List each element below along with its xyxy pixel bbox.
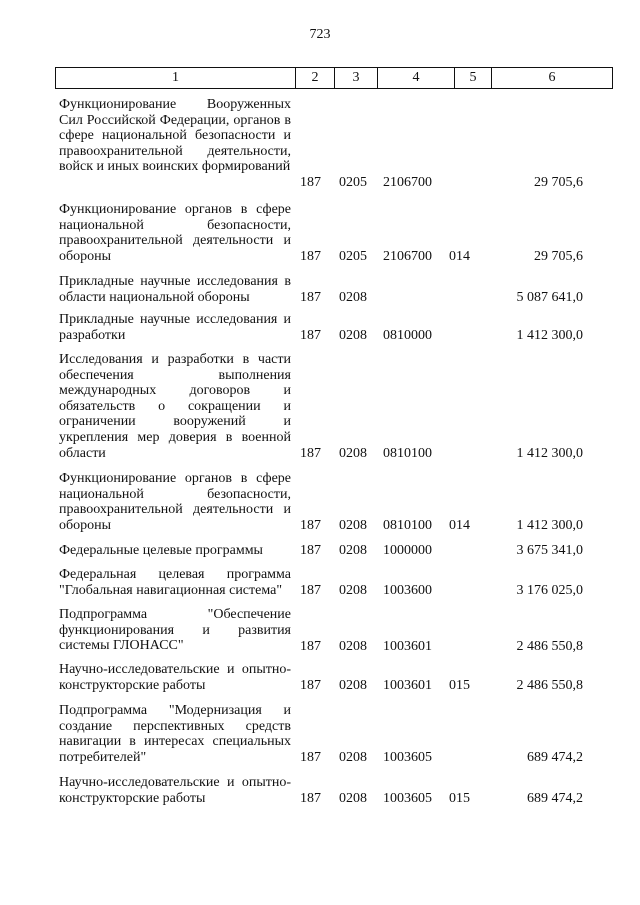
row-col-6: 29 705,6: [534, 175, 583, 190]
row-col-4: 0810100: [383, 518, 432, 533]
row-col-2: 187: [300, 678, 321, 693]
row-col-2: 187: [300, 249, 321, 264]
row-col-2: 187: [300, 543, 321, 558]
row-col-2: 187: [300, 446, 321, 461]
row-col-4: 1003601: [383, 639, 432, 654]
row-col-4: 2106700: [383, 249, 432, 264]
row-col-6: 5 087 641,0: [516, 290, 583, 305]
row-col-2: 187: [300, 583, 321, 598]
row-col-4: 1000000: [383, 543, 432, 558]
row-name: Функционирование Вооруженных Сил Российской Федерации, органов в сфере национальной безопасности и правоохранительной деятельности, войск и иных воинских формирований: [59, 97, 291, 175]
row-col-6: 2 486 550,8: [516, 639, 583, 654]
row-col-3: 0208: [339, 750, 367, 765]
row-col-2: 187: [300, 175, 321, 190]
header-col-3: 3: [335, 68, 378, 88]
row-col-3: 0208: [339, 328, 367, 343]
row-col-3: 0208: [339, 791, 367, 806]
row-name: Научно-исследовательские и опытно-конструкторские работы: [59, 775, 291, 806]
row-name: Федеральные целевые программы: [59, 543, 263, 558]
row-col-2: 187: [300, 639, 321, 654]
row-col-2: 187: [300, 791, 321, 806]
row-col-6: 689 474,2: [527, 791, 583, 806]
row-name: Федеральная целевая программа "Глобальная навигационная система": [59, 567, 291, 598]
row-col-4: 2106700: [383, 175, 432, 190]
row-col-6: 3 176 025,0: [516, 583, 583, 598]
row-name: Функционирование органов в сфере национальной безопасности, правоохранительной деятельности и обороны: [59, 471, 291, 533]
row-col-6: 1 412 300,0: [516, 518, 583, 533]
row-name: Подпрограмма "Обеспечение функционирования и развития системы ГЛОНАСС": [59, 607, 291, 654]
table-header: [55, 67, 613, 89]
row-col-4: 1003605: [383, 791, 432, 806]
row-col-4: 0810000: [383, 328, 432, 343]
row-col-5: 015: [449, 678, 470, 693]
row-col-2: 187: [300, 750, 321, 765]
row-col-3: 0208: [339, 678, 367, 693]
header-col-5: 5: [455, 68, 492, 88]
row-name: Исследования и разработки в части обеспечения выполнения международных договоров и обязательств о сокращении и ограничении вооружений и укрепления мер доверия в военной области: [59, 352, 291, 461]
row-name: Научно-исследовательские и опытно-конструкторские работы: [59, 662, 291, 693]
row-col-2: 187: [300, 328, 321, 343]
row-name: Прикладные научные исследования в области национальной обороны: [59, 274, 291, 305]
row-col-6: 29 705,6: [534, 249, 583, 264]
row-col-3: 0208: [339, 290, 367, 305]
row-col-2: 187: [300, 290, 321, 305]
row-name: Подпрограмма "Модернизация и создание перспективных средств навигации в интересах специальных потребителей": [59, 703, 291, 765]
row-col-3: 0208: [339, 583, 367, 598]
row-col-6: 1 412 300,0: [516, 446, 583, 461]
row-col-5: 015: [449, 791, 470, 806]
header-col-2: 2: [296, 68, 335, 88]
row-col-3: 0205: [339, 175, 367, 190]
row-col-4: 1003605: [383, 750, 432, 765]
row-col-3: 0208: [339, 518, 367, 533]
header-col-6: 6: [548, 70, 556, 85]
header-col-1: 1: [56, 68, 296, 88]
row-col-6: 1 412 300,0: [516, 328, 583, 343]
row-col-3: 0208: [339, 446, 367, 461]
row-col-4: 1003600: [383, 583, 432, 598]
page-number: 723: [309, 27, 331, 42]
row-col-2: 187: [300, 518, 321, 533]
row-col-3: 0208: [339, 639, 367, 654]
row-name: Прикладные научные исследования и разработки: [59, 312, 291, 343]
row-col-6: 3 675 341,0: [516, 543, 583, 558]
row-col-3: 0205: [339, 249, 367, 264]
row-col-6: 689 474,2: [527, 750, 583, 765]
row-col-5: 014: [449, 249, 470, 264]
row-col-6: 2 486 550,8: [516, 678, 583, 693]
row-col-4: 1003601: [383, 678, 432, 693]
row-col-3: 0208: [339, 543, 367, 558]
row-name: Функционирование органов в сфере национальной безопасности, правоохранительной деятельности и обороны: [59, 202, 291, 264]
row-col-5: 014: [449, 518, 470, 533]
header-col-4: 4: [378, 68, 455, 88]
row-col-4: 0810100: [383, 446, 432, 461]
